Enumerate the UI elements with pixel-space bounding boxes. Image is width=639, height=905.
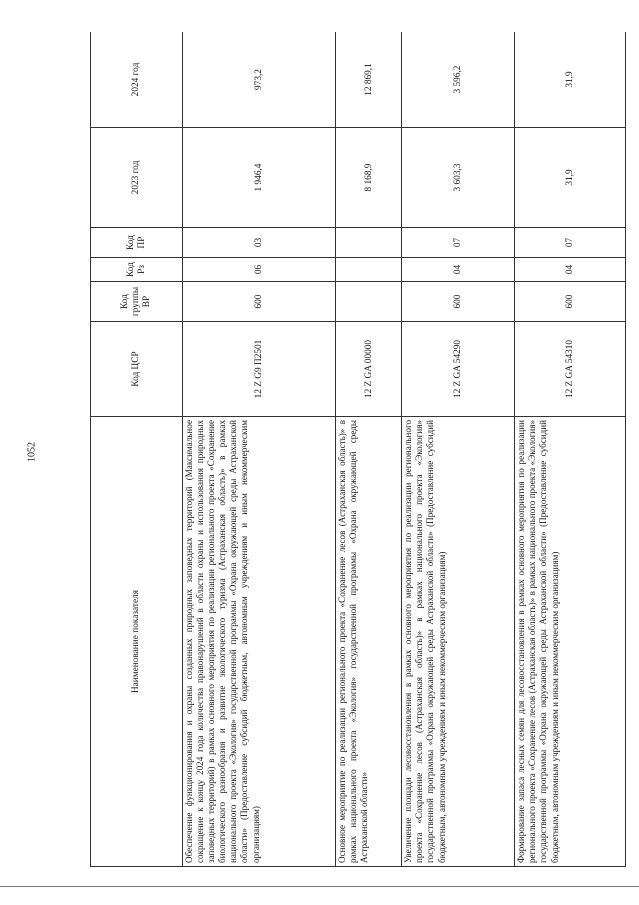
row-value-2024: 31,9 <box>515 32 626 128</box>
row-vr-code <box>335 282 401 322</box>
row-vr-code: 600 <box>402 282 515 322</box>
row-csr-code: 12 Z G9 П2501 <box>183 322 336 417</box>
header-year-2024: 2024 год <box>91 32 183 128</box>
header-csr-code: Код ЦСР <box>91 322 183 417</box>
row-value-2024: 3 596,2 <box>402 32 515 128</box>
bottom-divider <box>0 886 639 887</box>
table-header-row <box>91 32 183 867</box>
row-pr-code: 07 <box>402 228 515 258</box>
row-value-2023: 3 603,3 <box>402 128 515 228</box>
header-indicator-name: Наименование показателя <box>91 417 183 867</box>
row-indicator-name: Формирование запаса лесных семян для лесовосстановления в рамках основного мероприятия по реализации регионального проекта «Сохранение лесов (Астраханская область)» в рамках национального проекта «Экология» государственной программы «Охрана окружающей среды Астраханской области» (Предоставление субсидий бюджетным, автономным учреждениям и иным некоммерческим организациям) <box>515 417 626 867</box>
page-number: 1052 <box>26 442 38 462</box>
table-row <box>335 32 401 867</box>
row-indicator-name: Увеличение площади лесовосстановления в рамках основного мероприятия по реализации регионального проекта «Сохранение лесов (Астраханская область)» в рамках национального проекта «Экология» государственной программы «Охрана окружающей среды Астраханской области» (Предоставление субсидий бюджетным, автономным учреждениям и иным некоммерческим организациям) <box>402 417 515 867</box>
row-csr-code: 12 Z GA 54310 <box>515 322 626 417</box>
row-indicator-name: Основное мероприятие по реализации регионального проекта «Сохранение лесов (Астраханская область)» в рамках национального проекта «Экология» государственной программы «Охрана окружающей среды Астраханской области» <box>335 417 401 867</box>
row-value-2023: 31,9 <box>515 128 626 228</box>
row-rz-code: 04 <box>402 258 515 282</box>
header-rz-code: Код Рз <box>91 258 183 282</box>
row-value-2023: 8 168,9 <box>335 128 401 228</box>
row-indicator-name: Обеспечение функционирования и охраны созданных природных заповедных территорий (Максимальное сокращение к концу 2024 года количества правонарушений в области охраны и использования природных заповедных территорий) в рамках основного мероприятия по реализации регионального проекта «Сохранение биологического разнообразия и развитие экологического туризма (Астраханская область)» в рамках национального проекта «Экология» государственной программы «Охрана окружающей среды Астраханской области» (Предоставление субсидий бюджетным, автономным учреждениям и иным некоммерческим организациям) <box>183 417 336 867</box>
row-value-2023: 1 946,4 <box>183 128 336 228</box>
row-vr-code: 600 <box>183 282 336 322</box>
rotated-table-container <box>90 32 626 867</box>
header-year-2023: 2023 год <box>91 128 183 228</box>
row-csr-code: 12 Z GA 54290 <box>402 322 515 417</box>
row-value-2024: 973,2 <box>183 32 336 128</box>
table-row <box>402 32 515 867</box>
row-pr-code: 07 <box>515 228 626 258</box>
row-pr-code: 03 <box>183 228 336 258</box>
row-value-2024: 12 869,1 <box>335 32 401 128</box>
header-vr-code: Код группы ВР <box>91 282 183 322</box>
table-row <box>515 32 626 867</box>
row-pr-code <box>335 228 401 258</box>
budget-table <box>90 32 626 867</box>
table-row <box>183 32 336 867</box>
row-csr-code: 12 Z GA 00000 <box>335 322 401 417</box>
row-rz-code <box>335 258 401 282</box>
row-vr-code: 600 <box>515 282 626 322</box>
header-pr-code: Код ПР <box>91 228 183 258</box>
budget-table-frame <box>90 32 626 867</box>
row-rz-code: 06 <box>183 258 336 282</box>
row-rz-code: 04 <box>515 258 626 282</box>
